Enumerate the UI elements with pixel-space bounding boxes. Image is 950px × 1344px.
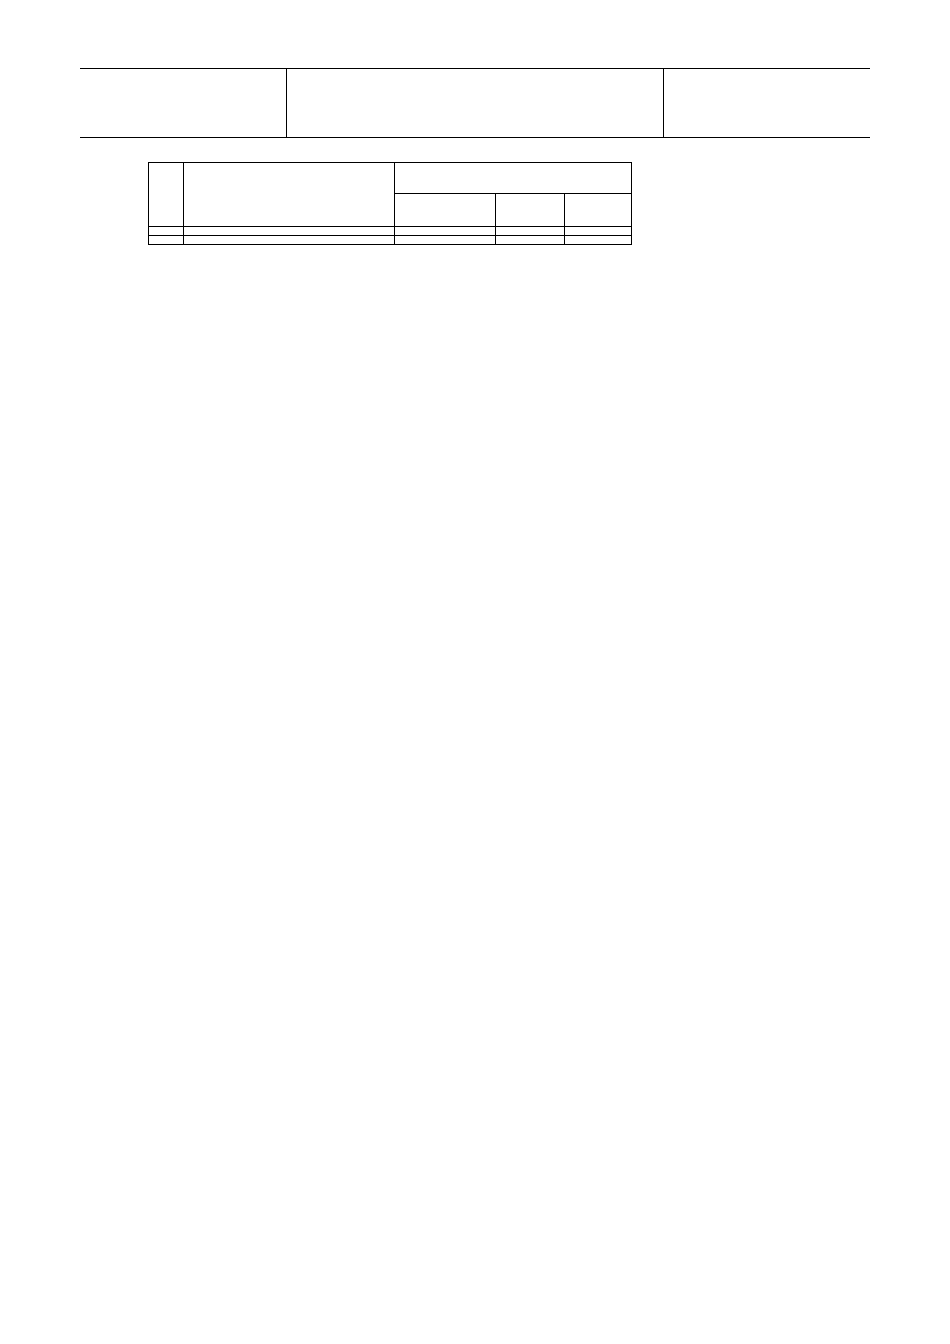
- document-body: [145, 158, 810, 255]
- table-section-mobile: [149, 236, 632, 245]
- wire-section-table: [148, 162, 632, 245]
- page-header: [80, 68, 870, 138]
- table-header-min-section: [395, 163, 632, 194]
- table-header-cu: [496, 194, 565, 227]
- header-meta: [80, 69, 287, 137]
- header-motto: [287, 69, 664, 137]
- table-header-cu-soft: [395, 194, 496, 227]
- header-page-info: [664, 69, 870, 137]
- table-header-al: [565, 194, 632, 227]
- table-header-use: [184, 163, 395, 227]
- table-section-lighting: [149, 227, 632, 236]
- table-header-no: [149, 163, 184, 227]
